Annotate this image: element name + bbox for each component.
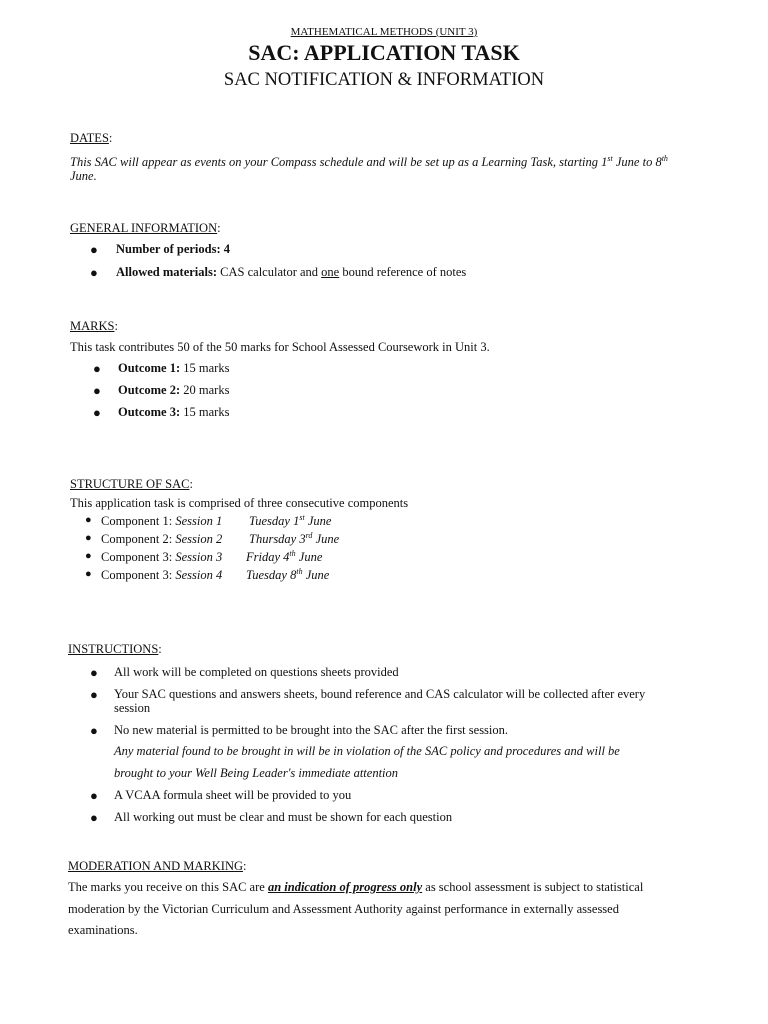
bullet-icon: ● (90, 665, 98, 680)
instructions-heading: INSTRUCTIONS: (68, 642, 162, 656)
component-date: Friday 4th June (246, 548, 323, 564)
moderation-line-1: The marks you receive on this SAC are an indication of progress only as school assessment is subject to statistical (68, 880, 644, 894)
component-item: Component 3: Session 3 (101, 550, 223, 564)
bullet-icon: ● (85, 568, 92, 580)
instruction-note: Any material found to be brought in will be in violation of the SAC policy and procedures and will be (114, 744, 620, 758)
moderation-heading: MODERATION AND MARKING: (68, 859, 247, 873)
structure-heading: STRUCTURE OF SAC: (70, 477, 193, 491)
course-title (0, 26, 768, 38)
bullet-icon: ● (85, 550, 92, 562)
instruction-item: Your SAC questions and answers sheets, bound reference and CAS calculator will be collected after every (114, 687, 646, 701)
marks-heading: MARKS: (70, 319, 118, 333)
component-date: Thursday 3rd June (249, 530, 340, 546)
structure-intro: This application task is comprised of three consecutive components (70, 496, 409, 510)
page-title: SAC: APPLICATION TASK (248, 40, 520, 65)
bullet-icon: ● (93, 361, 101, 376)
outcome-item: Outcome 2: 20 marks (118, 383, 230, 397)
instruction-item: All working out must be clear and must be shown for each question (114, 810, 453, 824)
marks-intro: This task contributes 50 of the 50 marks for School Assessed Coursework in Unit 3. (70, 340, 490, 354)
dates-line-1: This SAC will appear as events on your Compass schedule and will be set up as a Learning Task, starting 1st June to 8th (70, 153, 668, 169)
bullet-icon: ● (85, 532, 92, 544)
instruction-item: All work will be completed on questions sheets provided (114, 665, 399, 679)
bullet-icon: ● (90, 687, 98, 702)
dates-heading: DATES: (70, 131, 113, 145)
bullet-icon: ● (93, 383, 101, 398)
instruction-item-continued: session (114, 701, 151, 715)
bullet-icon: ● (85, 514, 92, 526)
outcome-item: Outcome 1: 15 marks (118, 361, 230, 375)
course-label: MATHEMATICAL METHODS (UNIT 3) (290, 26, 478, 38)
component-item: Component 1: Session 1 (101, 514, 223, 528)
bullet-icon: ● (90, 265, 98, 280)
materials-item: Allowed materials: CAS calculator and one bound reference of notes (116, 265, 467, 279)
bullet-icon: ● (90, 788, 98, 803)
moderation-line-2: moderation by the Victorian Curriculum and Assessment Authority against performance in externally assessed (68, 902, 619, 916)
component-item: Component 3: Session 4 (101, 568, 223, 582)
instruction-item: A VCAA formula sheet will be provided to you (114, 788, 352, 802)
bullet-icon: ● (90, 242, 98, 257)
outcome-item: Outcome 3: 15 marks (118, 405, 230, 419)
instruction-note-continued: brought to your Well Being Leader's immediate attention (114, 766, 399, 780)
component-item: Component 2: Session 2 (101, 532, 223, 546)
component-date: Tuesday 1st June (249, 512, 332, 528)
periods-item: Number of periods: 4 (116, 242, 231, 256)
instruction-item: No new material is permitted to be brought into the SAC after the first session. (114, 723, 509, 737)
bullet-icon: ● (90, 810, 98, 825)
moderation-line-3: examinations. (68, 923, 138, 937)
component-date: Tuesday 8th June (246, 566, 330, 582)
dates-line-2: June. (70, 169, 97, 183)
page-subtitle: SAC NOTIFICATION & INFORMATION (223, 70, 545, 90)
bullet-icon: ● (93, 405, 101, 420)
bullet-icon: ● (90, 723, 98, 738)
general-heading: GENERAL INFORMATION: (70, 221, 221, 235)
